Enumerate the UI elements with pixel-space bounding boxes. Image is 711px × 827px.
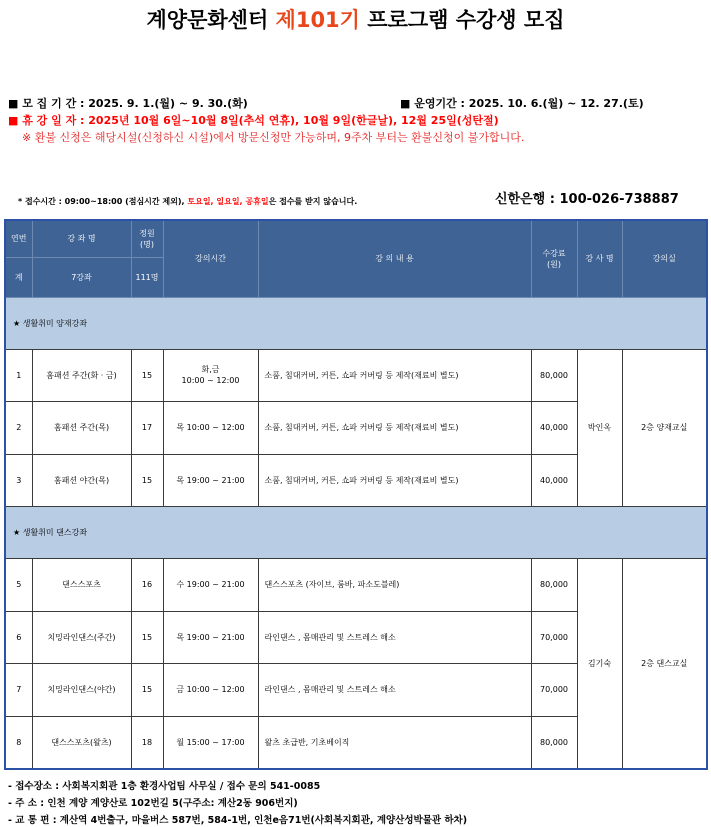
section-title: ★ 생활취미 댄스강좌 — [5, 507, 707, 559]
header-capacity-line1: 정원 — [139, 228, 155, 238]
cell-instructor: 김기숙 — [577, 559, 622, 769]
cell-time: 목 19:00 ~ 21:00 — [163, 611, 258, 664]
cell-no: 5 — [5, 559, 32, 612]
cell-room: 2층 양재교실 — [622, 349, 707, 507]
cell-no: 3 — [5, 454, 32, 507]
refund-note: ※ 환불 신청은 해당시설(신청하신 시설)에서 방문신청만 가능하며, 9주차 부터는 환불신청이 불가합니다. — [22, 131, 525, 144]
total-label: 계 — [5, 257, 32, 297]
cell-content: 왈츠 초급반, 기초베이직 — [258, 716, 531, 769]
cell-time: 수 19:00 ~ 21:00 — [163, 559, 258, 612]
cell-course: 홈패션 주간(목) — [32, 402, 131, 455]
cell-no: 2 — [5, 402, 32, 455]
header-fee-line1: 수강료 — [542, 248, 566, 258]
cell-fee: 40,000 — [531, 402, 577, 455]
cell-time: 월 15:00 ~ 17:00 — [163, 716, 258, 769]
cell-content: 라인댄스 , 몸매관리 및 스트레스 해소 — [258, 611, 531, 664]
reception-note-prefix: * 접수시간 : 09:00~18:00 (점심시간 제외), — [18, 197, 188, 206]
cell-no: 7 — [5, 664, 32, 717]
header-instructor: 강 사 명 — [577, 220, 622, 297]
footer-transportation: - 교 통 편 : 계산역 4번출구, 마을버스 587번, 584-1번, 인천e음71번(사회복지회관, 계양산성박물관 하차) — [8, 815, 468, 826]
footer-address: - 주 소 : 인천 계양 계양산로 102번길 5(구주소: 계산2동 906번지) — [8, 798, 298, 809]
recruit-period: ■ 모 집 기 간 : 2025. 9. 1.(월) ~ 9. 30.(화) — [8, 97, 248, 110]
header-capacity — [131, 220, 163, 257]
reception-closed-days: 토요일, 일요일, 공휴일 — [187, 197, 269, 206]
cell-room: 2층 댄스교실 — [622, 559, 707, 769]
page-title — [0, 7, 711, 33]
operation-period: ■ 운영기간 : 2025. 10. 6.(월) ~ 12. 27.(토) — [400, 97, 644, 110]
cell-course: 치밍라인댄스(야간) — [32, 664, 131, 717]
cell-capacity: 15 — [131, 349, 163, 402]
cell-fee: 70,000 — [531, 611, 577, 664]
title-suffix: 프로그램 수강생 모집 — [359, 8, 565, 32]
header-content: 강 의 내 용 — [258, 220, 531, 297]
cell-course: 홈패션 야간(목) — [32, 454, 131, 507]
cell-time-line2: 10:00 ~ 12:00 — [181, 376, 240, 386]
cell-content: 소품, 침대커버, 커튼, 쇼파 커버링 등 제작(재료비 별도) — [258, 402, 531, 455]
header-room: 강의실 — [622, 220, 707, 297]
cell-content: 라인댄스 , 몸매관리 및 스트레스 해소 — [258, 664, 531, 717]
cell-time: 목 19:00 ~ 21:00 — [163, 454, 258, 507]
reception-hours-note — [18, 196, 357, 207]
cell-fee: 40,000 — [531, 454, 577, 507]
cell-capacity: 15 — [131, 454, 163, 507]
title-term-highlight: 제101기 — [275, 8, 360, 32]
cell-time-line1: 화,금 — [201, 365, 220, 375]
cell-time: 금 10:00 ~ 12:00 — [163, 664, 258, 717]
cell-capacity: 16 — [131, 559, 163, 612]
cell-course: 댄스스포츠 — [32, 559, 131, 612]
cell-capacity: 15 — [131, 611, 163, 664]
header-time: 강의시간 — [163, 220, 258, 297]
cell-content: 소품, 침대커버, 커튼, 쇼파 커버링 등 제작(재료비 별도) — [258, 349, 531, 402]
cell-fee: 80,000 — [531, 559, 577, 612]
cell-fee: 80,000 — [531, 716, 577, 769]
cell-time: 목 10:00 ~ 12:00 — [163, 402, 258, 455]
closed-days: ■ 휴 강 일 자 : 2025년 10월 6일~10월 8일(추석 연휴), 10월 9일(한글날), 12월 25일(성탄절) — [8, 114, 499, 127]
table-header-row — [5, 220, 707, 257]
reception-note-suffix: 은 접수를 받지 않습니다. — [268, 197, 358, 206]
cell-course: 치밍라인댄스(주간) — [32, 611, 131, 664]
header-fee-line2: (원) — [547, 259, 561, 269]
header-course: 강 좌 명 — [32, 220, 131, 257]
table-row — [5, 559, 707, 612]
cell-no: 1 — [5, 349, 32, 402]
section-row — [5, 507, 707, 559]
section-title: ★ 생활취미 양재강좌 — [5, 297, 707, 349]
footer-reception-place: - 접수장소 : 사회복지회관 1층 환경사업팀 사무실 / 접수 문의 541-0085 — [8, 781, 321, 792]
cell-capacity: 18 — [131, 716, 163, 769]
title-prefix: 계양문화센터 — [146, 8, 276, 32]
cell-capacity: 17 — [131, 402, 163, 455]
cell-time — [163, 349, 258, 402]
cell-capacity: 15 — [131, 664, 163, 717]
cell-instructor: 박인옥 — [577, 349, 622, 507]
cell-no: 6 — [5, 611, 32, 664]
cell-content: 댄스스포츠 (자이브, 룸바, 파소도블레) — [258, 559, 531, 612]
table-row — [5, 349, 707, 402]
total-capacity: 111명 — [131, 257, 163, 297]
header-capacity-line2: (명) — [140, 239, 154, 249]
cell-fee: 70,000 — [531, 664, 577, 717]
header-no: 연번 — [5, 220, 32, 257]
cell-course: 댄스스포츠(왈츠) — [32, 716, 131, 769]
cell-no: 8 — [5, 716, 32, 769]
cell-content: 소품, 침대커버, 커튼, 쇼파 커버링 등 제작(재료비 별도) — [258, 454, 531, 507]
cell-course: 홈패션 주간(화 · 금) — [32, 349, 131, 402]
cell-fee: 80,000 — [531, 349, 577, 402]
program-table — [4, 219, 708, 770]
bank-account: 신한은행 : 100-026-738887 — [495, 192, 679, 207]
total-courses: 7강좌 — [32, 257, 131, 297]
section-row — [5, 297, 707, 349]
header-fee — [531, 220, 577, 297]
